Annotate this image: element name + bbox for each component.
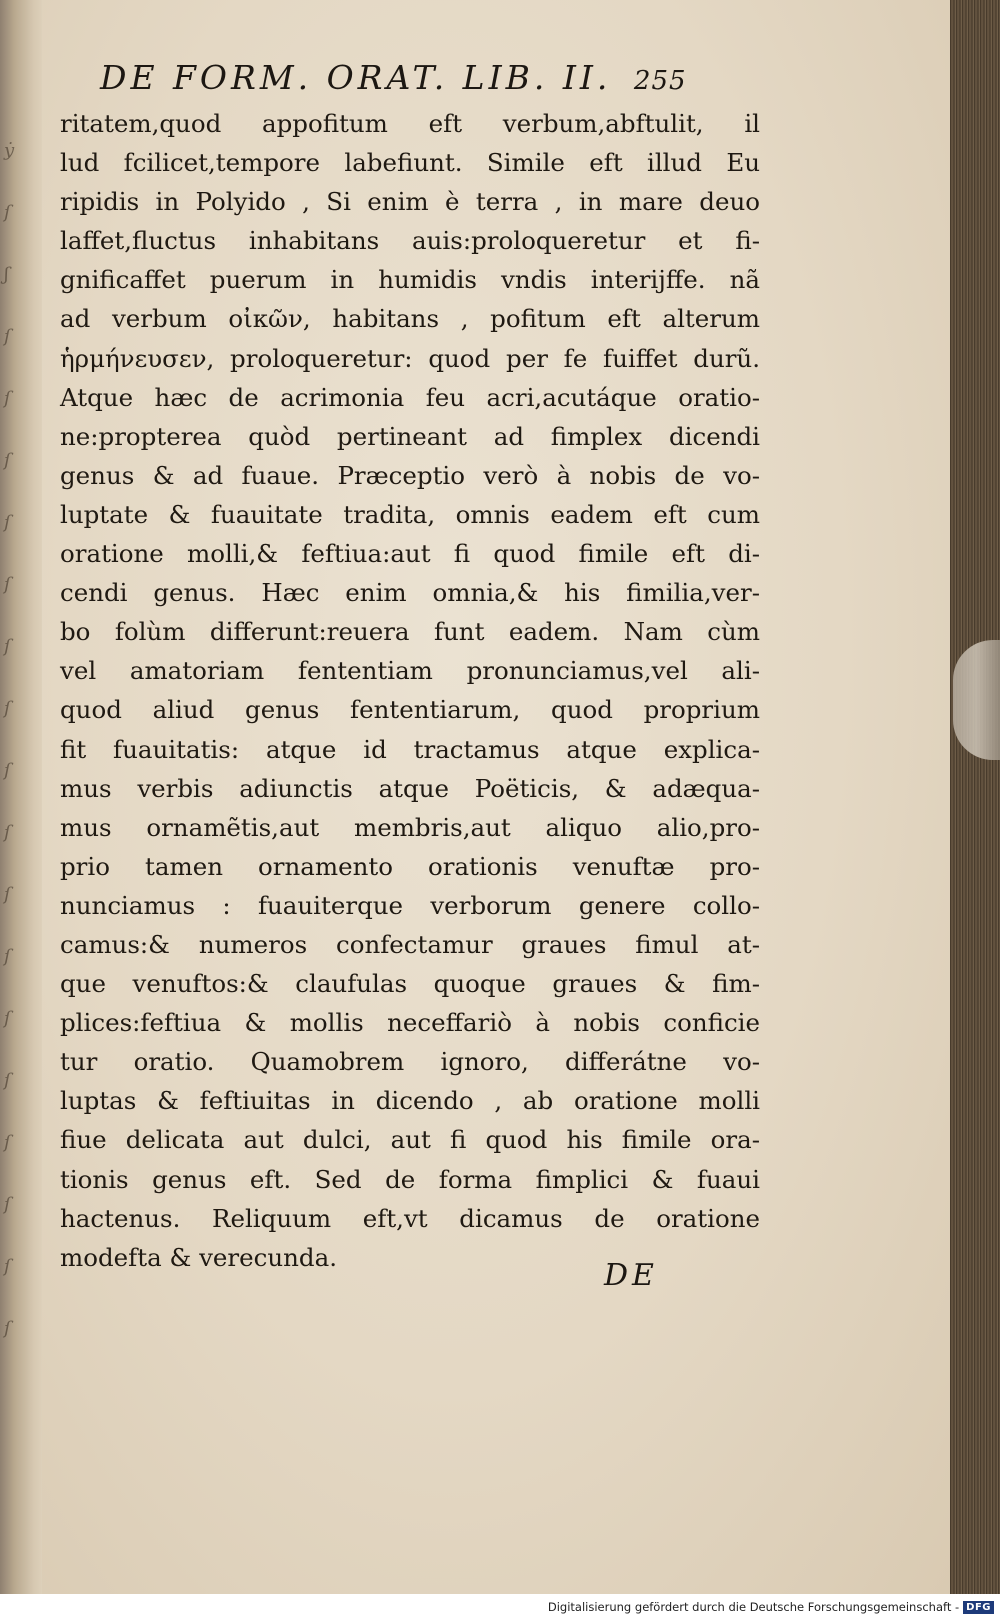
- text-line: luptas & feftiuitas in dicendo , ab oratione molli: [60, 1086, 760, 1116]
- text-line: luptate & fuauitate tradita, omnis eadem eft cum: [60, 499, 760, 529]
- footer-credit: Digitalisierung gefördert durch die Deutsche Forschungsgemeinschaft -: [547, 1600, 960, 1614]
- body-text: [60, 104, 760, 1277]
- text-line: prio tamen ornamento orationis venuftæ pro-: [60, 851, 760, 881]
- text-line: ad verbum οἰκῶν, habitans , pofitum eft alterum: [60, 304, 760, 334]
- text-line: cendi genus. Hæc enim omnia,& his fimilia,ver-: [60, 578, 760, 608]
- text-line: ripidis in Polyido , Si enim è terra , in mare deuo: [60, 187, 760, 217]
- text-line: vel amatoriam fententiam pronunciamus,vel ali-: [60, 656, 760, 686]
- running-head: [100, 58, 700, 97]
- text-line: fit fuauitatis: atque id tractamus atque explica-: [60, 734, 760, 764]
- text-line: mus verbis adiunctis atque Poëticis, & adæqua-: [60, 773, 760, 803]
- text-line: tionis genus eft. Sed de forma fimplici & fuaui: [60, 1164, 760, 1194]
- dfg-logo-icon: DFG: [963, 1601, 994, 1614]
- digitization-footer: [548, 1600, 994, 1614]
- book-edge: [950, 0, 1000, 1594]
- text-line: hactenus. Reliquum eft,vt dicamus de oratione: [60, 1203, 760, 1233]
- text-line: gnificaffet puerum in humidis vndis interijffe. nã: [60, 265, 760, 295]
- text-line: bo folùm differunt:reuera funt eadem. Nam cùm: [60, 617, 760, 647]
- text-line: genus & ad fuaue. Præceptio verò à nobis de vo-: [60, 460, 760, 490]
- facing-page-gutter: [0, 0, 42, 1594]
- text-line: camus:& numeros confectamur graues fimul at-: [60, 929, 760, 959]
- text-line: ne:propterea quòd pertineant ad fimplex dicendi: [60, 421, 760, 451]
- text-line: nunciamus : fuauiterque verborum genere collo-: [60, 890, 760, 920]
- running-head-title: DE FORM. ORAT. LIB. II.: [100, 58, 612, 97]
- text-line: tur oratio. Quamobrem ignoro, differátne vo-: [60, 1047, 760, 1077]
- text-line: ἡρμήνευσεν, proloqueretur: quod per fe fuiffet durũ.: [60, 343, 760, 373]
- text-line: Atque hæc de acrimonia feu acri,acutáque oratio-: [60, 382, 760, 412]
- text-line: quod aliud genus fententiarum, quod proprium: [60, 695, 760, 725]
- text-line: laffet,fluctus inhabitans auis:proloqueretur et fi-: [60, 226, 760, 256]
- text-line: plices:feftiua & mollis neceffariò à nobis conficie: [60, 1008, 760, 1038]
- text-line: oratione molli,& feftiua:aut fi quod fimile eft di-: [60, 539, 760, 569]
- page-number: 255: [633, 66, 687, 96]
- bleed-through-marks: ẏ ſ ʃ ſ ſ ſ ſ ſ ſ ſ ſ ſ ſ ſ ſ ſ ſ ſ ſ ſ: [4, 140, 15, 1339]
- text-line: ritatem,quod appofitum eft verbum,abftulit, il: [60, 109, 760, 138]
- text-line: mus ornamẽtis,aut membris,aut aliquo alio,pro-: [60, 812, 760, 842]
- text-line: lud fcilicet,tempore labefiunt. Simile eft illud Eu: [60, 148, 760, 178]
- page-clip: [953, 640, 1000, 760]
- text-line: modefta & verecunda.: [60, 1242, 337, 1272]
- text-line: que venuftos:& claufulas quoque graues & fim-: [60, 969, 760, 999]
- text-line: fiue delicata aut dulci, aut fi quod his fimile ora-: [60, 1125, 760, 1155]
- catchword: DE: [604, 1258, 658, 1293]
